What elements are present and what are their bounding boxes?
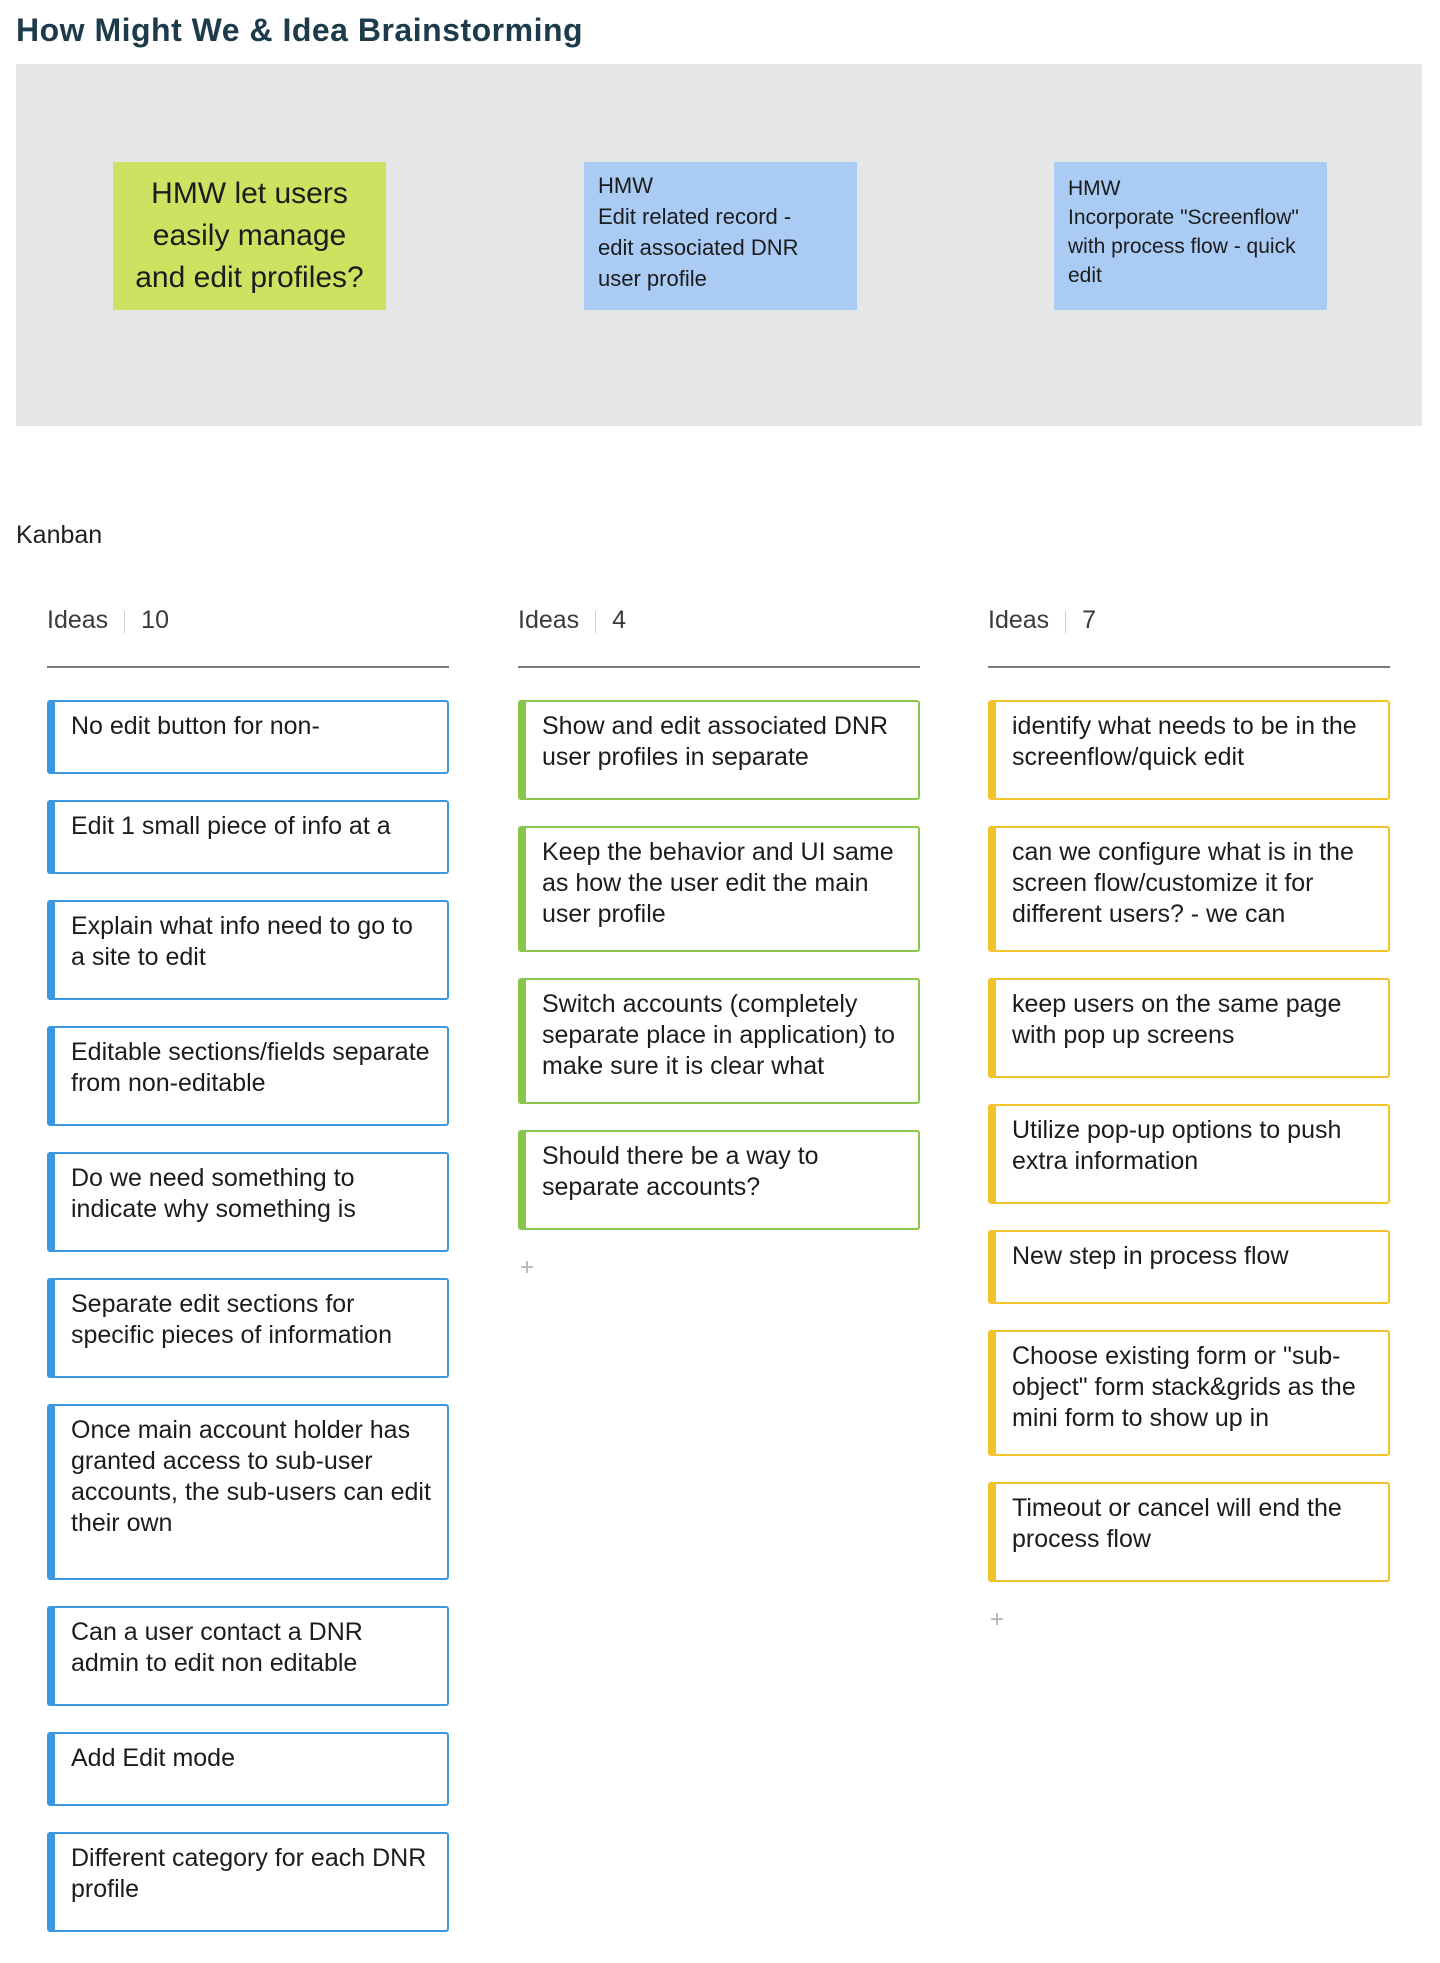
kanban-card[interactable]: Explain what info need to go to a site to edit [47, 900, 449, 1000]
kanban-card[interactable]: Different category for each DNR profile [47, 1832, 449, 1932]
kanban-card[interactable]: can we configure what is in the screen flow/customize it for different users? - we can [988, 826, 1390, 952]
kanban-card[interactable]: Keep the behavior and UI same as how the user edit the main user profile [518, 826, 920, 952]
column-count: 10 [141, 606, 169, 634]
kanban-card[interactable]: keep users on the same page with pop up screens [988, 978, 1390, 1078]
kanban-card[interactable]: Utilize pop-up options to push extra information [988, 1104, 1390, 1204]
header-divider [1065, 611, 1066, 633]
card-list [47, 700, 449, 1932]
page-title: How Might We & Idea Brainstorming [16, 12, 584, 48]
kanban-card[interactable]: New step in process flow [988, 1230, 1390, 1304]
kanban-card[interactable]: Editable sections/fields separate from non-editable [47, 1026, 449, 1126]
sticky-note-hmw-screenflow[interactable]: HMW Incorporate "Screenflow" with process flow - quick edit [1054, 162, 1327, 310]
card-list [988, 700, 1390, 1582]
header-divider [124, 611, 125, 633]
sticky-note-hmw-related-record[interactable]: HMW Edit related record - edit associated DNR user profile [584, 162, 857, 310]
kanban-card[interactable]: Do we need something to indicate why something is [47, 1152, 449, 1252]
kanban-card[interactable]: identify what needs to be in the screenflow/quick edit [988, 700, 1390, 800]
kanban-card[interactable]: Separate edit sections for specific pieces of information [47, 1278, 449, 1378]
kanban-card[interactable]: Timeout or cancel will end the process flow [988, 1482, 1390, 1582]
kanban-card[interactable]: Should there be a way to separate accounts? [518, 1130, 920, 1230]
column-title: Ideas [47, 606, 109, 634]
kanban-card[interactable]: Switch accounts (completely separate place in application) to make sure it is clear what [518, 978, 920, 1104]
kanban-card[interactable]: Show and edit associated DNR user profiles in separate [518, 700, 920, 800]
column-count: 4 [612, 606, 627, 634]
column-header[interactable] [518, 604, 920, 668]
kanban-label: Kanban [16, 521, 103, 549]
card-list [518, 700, 920, 1230]
kanban-card[interactable]: No edit button for non- [47, 700, 449, 774]
kanban-column-1 [47, 604, 449, 1958]
kanban-column-3 [988, 604, 1390, 1632]
column-count: 7 [1082, 606, 1097, 634]
hmw-frame[interactable] [16, 64, 1422, 426]
column-header[interactable] [988, 604, 1390, 668]
kanban-card[interactable]: Once main account holder has granted access to sub-user accounts, the sub-users can edit their own [47, 1404, 449, 1580]
add-card-plus-icon[interactable]: + [520, 1254, 535, 1281]
kanban-card[interactable]: Choose existing form or "sub-object" form stack&grids as the mini form to show up in [988, 1330, 1390, 1456]
kanban-card[interactable]: Edit 1 small piece of info at a [47, 800, 449, 874]
column-header[interactable] [47, 604, 449, 668]
kanban-column-2 [518, 604, 920, 1280]
header-divider [595, 611, 596, 633]
kanban-card[interactable]: Add Edit mode [47, 1732, 449, 1806]
column-title: Ideas [988, 606, 1050, 634]
kanban-card[interactable]: Can a user contact a DNR admin to edit non editable [47, 1606, 449, 1706]
add-card-plus-icon[interactable]: + [990, 1606, 1005, 1633]
column-title: Ideas [518, 606, 580, 634]
sticky-note-text: HMW let users easily manage and edit profiles? [135, 177, 364, 294]
sticky-note-hmw-main[interactable] [113, 162, 386, 310]
